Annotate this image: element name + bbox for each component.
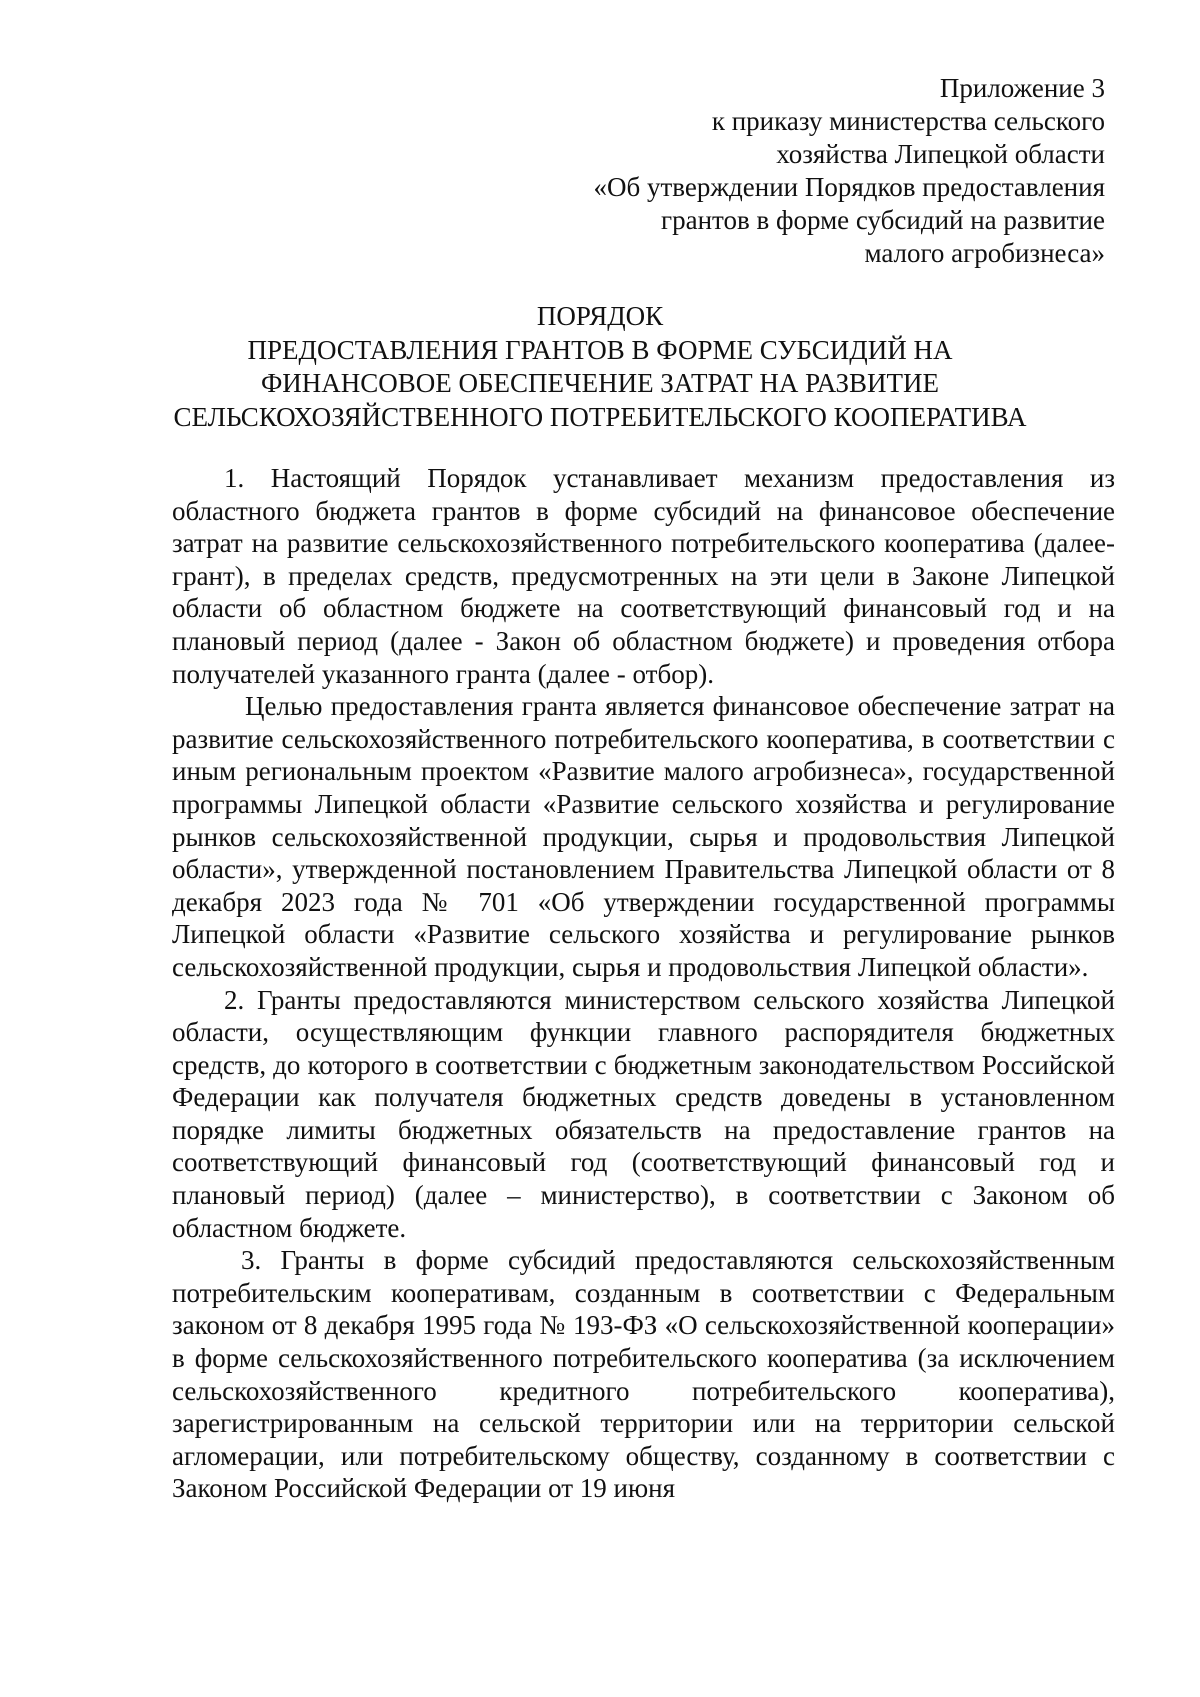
appendix-line: хозяйства Липецкой области bbox=[776, 139, 1105, 169]
paragraph-1: 1. Настоящий Порядок устанавливает механизм предоставления из областного бюджета грантов в форме субсидий на финансовое обеспечение затрат на развитие сельскохозяйственного потребительского кооператива (далее-грант), в пределах средств, предусмотренных на эти цели в Законе Липецкой области об областном бюджете на соответствующий финансовый год и на плановый период (далее - Закон об областном бюджете) и проведения отбора получателей указанного гранта (далее - отбор). bbox=[172, 463, 1115, 689]
document-title bbox=[150, 300, 1050, 434]
appendix-line: «Об утверждении Порядков предоставления bbox=[593, 172, 1105, 202]
paragraph-2: 2. Гранты предоставляются министерством сельского хозяйства Липецкой области, осуществляющим функции главного распорядителя бюджетных средств, до которого в соответствии с бюджетным законодательством Российской Федерации как получателя бюджетных средств доведены в установленном порядке лимиты бюджетных обязательств на предоставление грантов на соответствующий финансовый год (соответствующий финансовый год и плановый период) (далее – министерство), в соответствии с Законом об областном бюджете. bbox=[172, 984, 1115, 1243]
title-line: СЕЛЬСКОХОЗЯЙСТВЕННОГО ПОТРЕБИТЕЛЬСКОГО КООПЕРАТИВА bbox=[173, 401, 1027, 432]
paragraph-goal: Целью предоставления гранта является финансовое обеспечение затрат на развитие сельскохозяйственного потребительского кооператива, в соответствии с иным региональным проектом «Развитие малого агробизнеса», государственной программы Липецкой области «Развитие сельского хозяйства и регулирование рынков сельскохозяйственной продукции, сырья и продовольствия Липецкой области», утвержденной постановлением Правительства Липецкой области от 8 декабря 2023 года № 701 «Об утверждении государственной программы Липецкой области «Развитие сельского хозяйства и регулирование рынков сельскохозяйственной продукции, сырья и продовольствия Липецкой области». bbox=[172, 691, 1115, 982]
paragraph-3: 3. Гранты в форме субсидий предоставляются сельскохозяйственным потребительским кооперативам, созданным в соответствии с Федеральным законом от 8 декабря 1995 года № 193-ФЗ «О сельскохозяйственной кооперации» в форме сельскохозяйственного потребительского кооператива (за исключением сельскохозяйственного кредитного потребительского кооператива), зарегистрированным на сельской территории или на территории сельской агломерации, или потребительскому обществу, созданному в соответствии с Законом Российской Федерации от 19 июня bbox=[172, 1245, 1115, 1504]
appendix-header bbox=[505, 72, 1105, 270]
title-line: ПОРЯДОК bbox=[536, 301, 664, 331]
appendix-line: малого агробизнеса» bbox=[864, 238, 1105, 268]
title-line: ПРЕДОСТАВЛЕНИЯ ГРАНТОВ В ФОРМЕ СУБСИДИЙ НА bbox=[247, 334, 953, 365]
appendix-line: Приложение 3 bbox=[939, 73, 1105, 103]
document-body bbox=[172, 462, 1115, 1505]
appendix-line: к приказу министерства сельского bbox=[711, 106, 1105, 136]
appendix-line: грантов в форме субсидий на развитие bbox=[661, 205, 1105, 235]
title-line: ФИНАНСОВОЕ ОБЕСПЕЧЕНИЕ ЗАТРАТ НА РАЗВИТИЕ bbox=[260, 368, 940, 398]
